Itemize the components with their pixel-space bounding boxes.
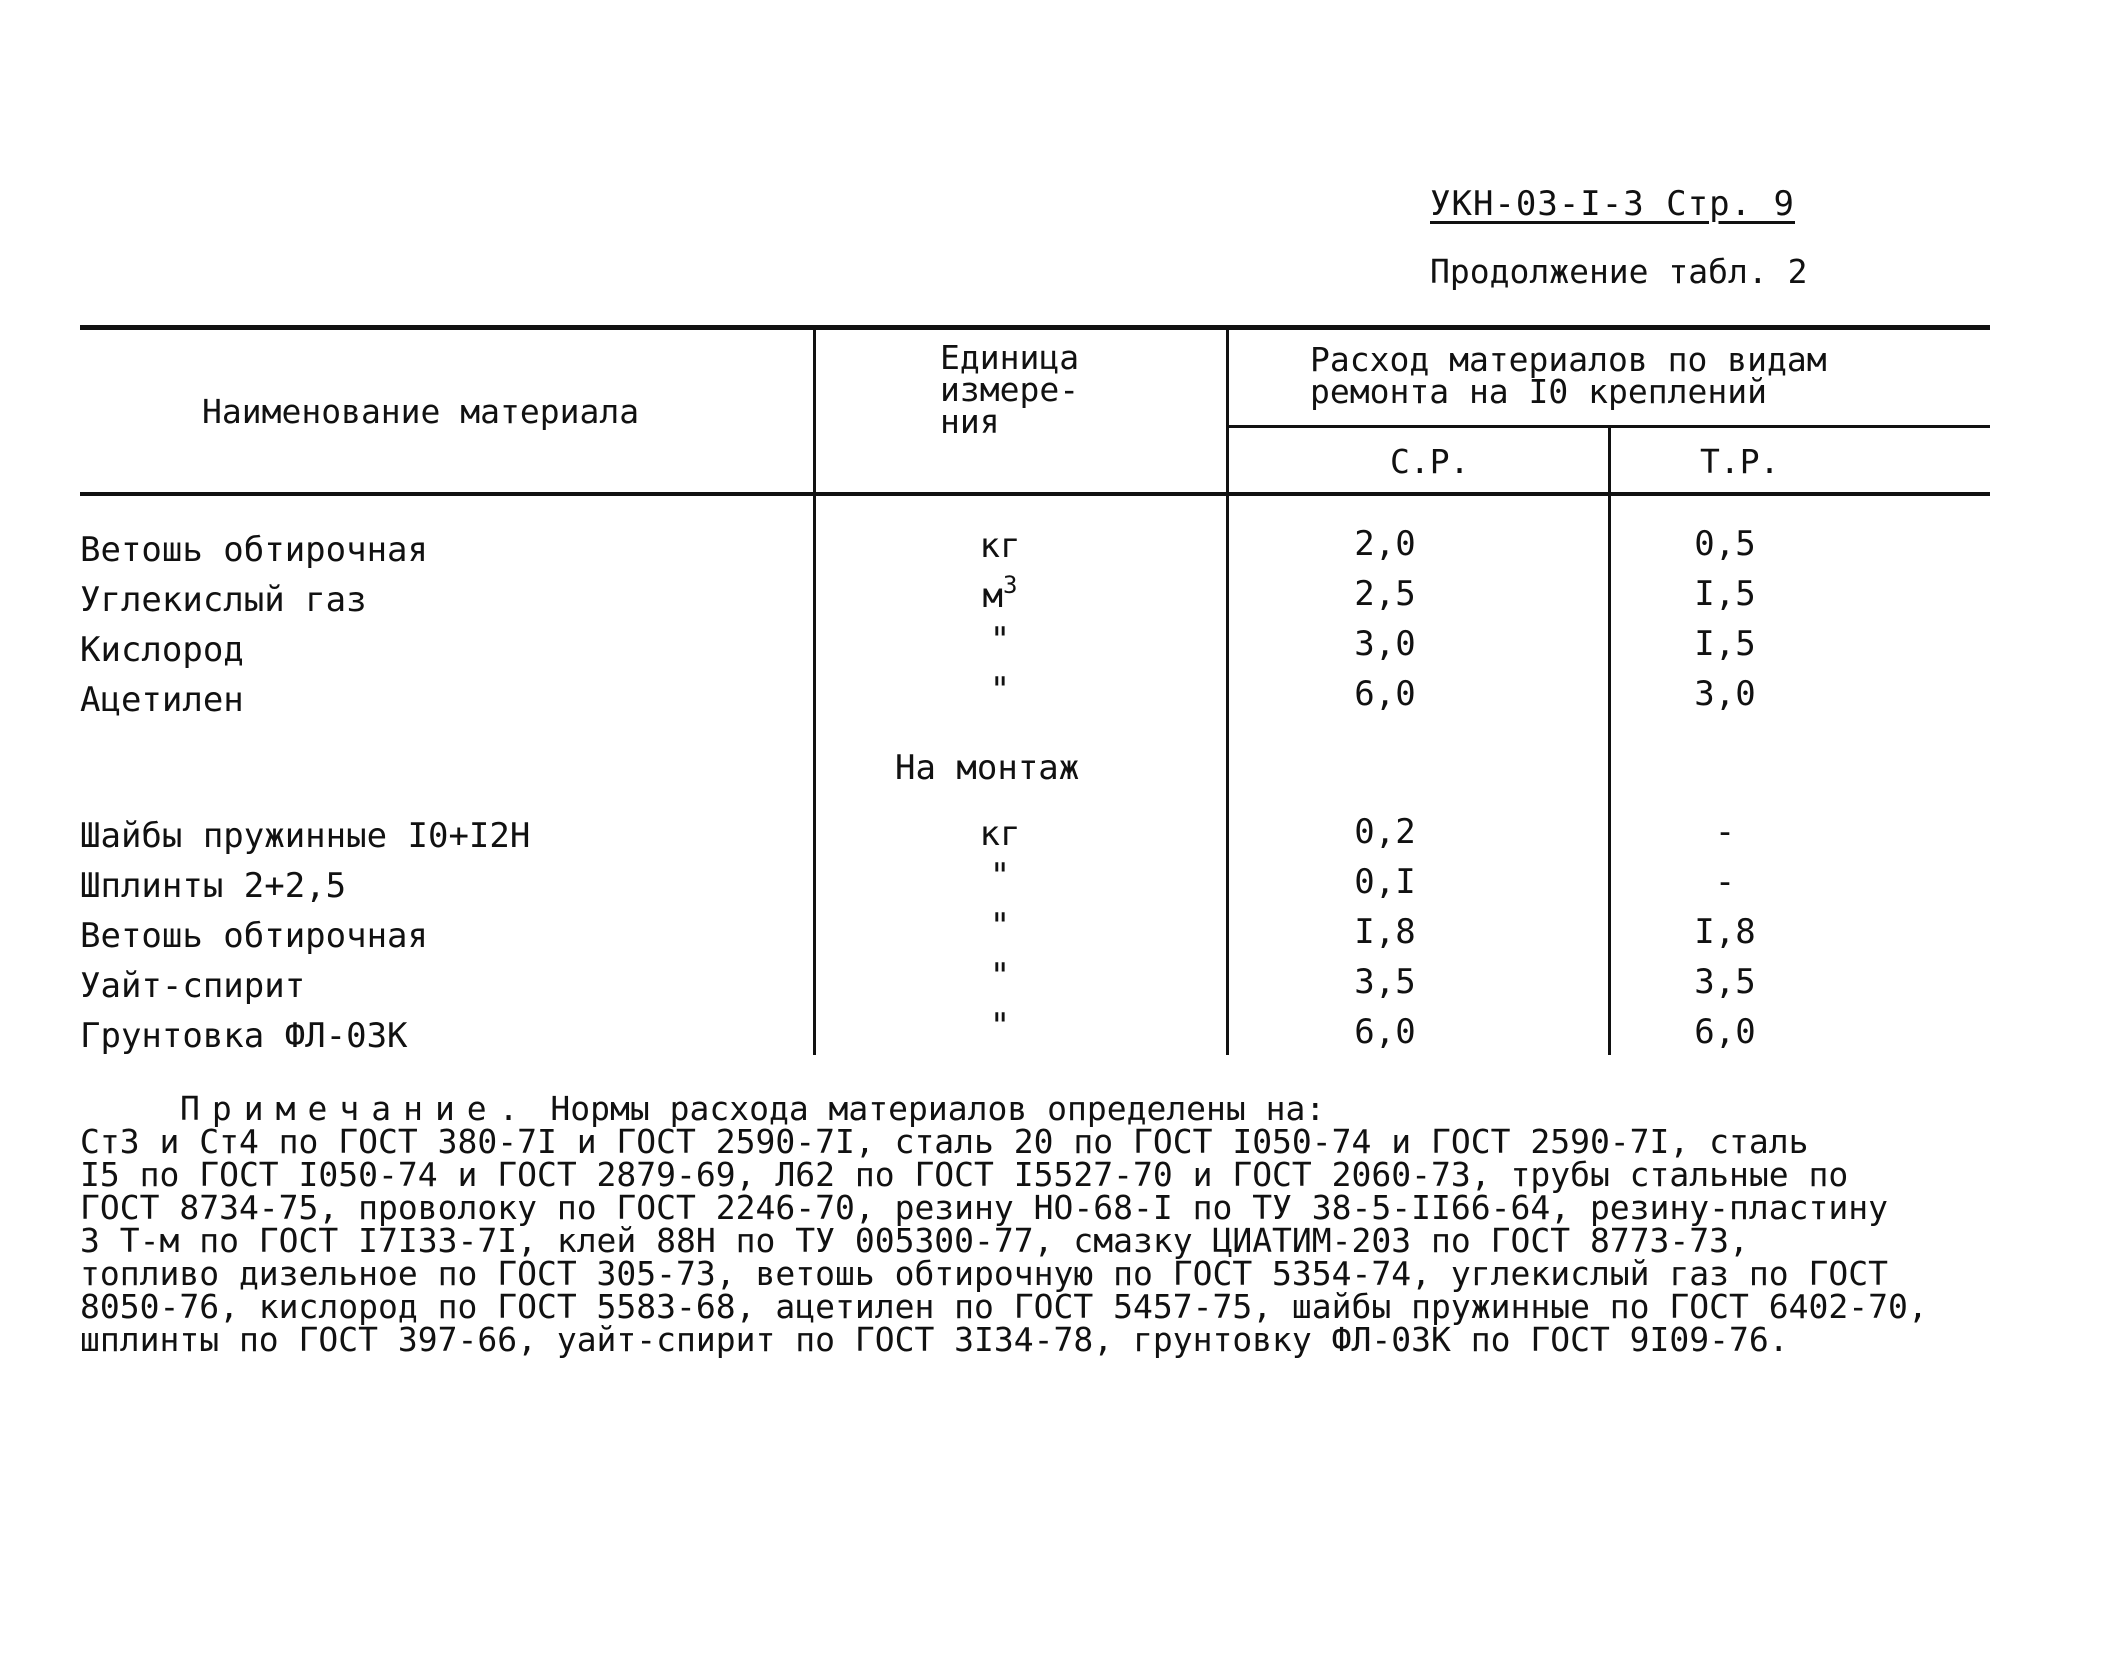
unit-cell: кг [979,526,1021,566]
header-material-name: Наименование материала [202,392,640,431]
table-top-rule [80,325,1990,330]
material-name: Уайт-спирит [80,966,306,1006]
note-line: топливо дизельное по ГОСТ 305-73, ветошь обтирочную по ГОСТ 5354-74, углекислый газ по ГОСТ [80,1254,1888,1293]
note-line: 8050-76, кислород по ГОСТ 5583-68, ацетилен по ГОСТ 5457-75, шайбы пружинные по ГОСТ 6402-70, [80,1287,1928,1326]
sr-value: 6,0 [1354,1012,1416,1052]
tr-value: 3,0 [1694,674,1756,714]
material-name: Кислород [80,630,244,670]
material-name: Шайбы пружинные I0+I2Н [80,816,531,856]
unit-cell: " [989,856,1011,896]
footnote [80,1089,1980,1359]
sr-value: 6,0 [1354,674,1416,714]
tr-value: 6,0 [1694,1012,1756,1052]
tr-value: 0,5 [1694,524,1756,564]
column-divider-1 [813,325,816,1055]
header-unit-line-3: ния [940,402,1000,441]
unit-cell: " [989,956,1011,996]
unit-cell [900,570,1100,616]
material-name: Углекислый газ [80,580,367,620]
tr-value: I,8 [1694,912,1756,952]
unit-superscript: 3 [1003,570,1018,599]
header-unit-line-2: измере- [940,370,1080,409]
tr-value: - [1714,862,1736,902]
note-heading: Примечание. [180,1089,531,1128]
column-divider-3 [1608,425,1611,1055]
header-consumption-line-1: Расход материалов по видам [1310,340,1827,379]
section-label-mounting: На монтаж [895,748,1080,788]
header-unit-line-1: Единица [940,338,1080,377]
note-line: ГОСТ 8734-75, проволоку по ГОСТ 2246-70, резину НО-68-I по ТУ 38-5-II66-64, резину-пластину [80,1188,1888,1227]
header-tr: Т.Р. [1700,442,1780,481]
material-name: Ацетилен [80,680,244,720]
header-unit [940,338,1080,441]
material-name: Грунтовка ФЛ-03К [80,1016,408,1056]
table-caption: Продолжение табл. 2 [1430,252,1808,291]
sr-value: 3,0 [1354,624,1416,664]
document-code: УКН-03-I-3 Стр. 9 [1430,184,1795,224]
sr-value: 2,0 [1354,524,1416,564]
unit-cell: кг [979,814,1021,854]
sr-value: 2,5 [1354,574,1416,614]
sr-value: 3,5 [1354,962,1416,1002]
header-bottom-rule [80,492,1990,496]
unit-cell: " [989,1006,1011,1046]
note-heading-line [80,1089,1980,1128]
sr-value: 0,2 [1354,812,1416,852]
note-line: шплинты по ГОСТ 397-66, уайт-спирит по ГОСТ 3I34-78, грунтовку ФЛ-03К по ГОСТ 9I09-76. [80,1320,1789,1359]
tr-value: - [1714,812,1736,852]
header-consumption [1310,340,1827,411]
unit-cell: " [989,906,1011,946]
material-name: Ветошь обтирочная [80,916,428,956]
material-name: Шплинты 2+2,5 [80,866,347,906]
unit-cell: " [989,620,1011,660]
header-sr: С.Р. [1390,442,1470,481]
note-line: Ст3 и Ст4 по ГОСТ 380-7I и ГОСТ 2590-7I, сталь 20 по ГОСТ I050-74 и ГОСТ 2590-7I, сталь [80,1122,1809,1161]
unit-cell: " [989,670,1011,710]
tr-value: 3,5 [1694,962,1756,1002]
note-lead: Нормы расхода материалов определены на: [530,1089,1326,1128]
sr-value: 0,I [1354,862,1416,902]
column-divider-2 [1226,325,1229,1055]
note-line: I5 по ГОСТ I050-74 и ГОСТ 2879-69, Л62 по ГОСТ I5527-70 и ГОСТ 2060-73, трубы стальные по [80,1155,1849,1194]
sr-value: I,8 [1354,912,1416,952]
unit-text: м [982,576,1004,616]
tr-value: I,5 [1694,624,1756,664]
header-consumption-line-2: ремонта на I0 креплений [1310,372,1767,411]
tr-value: I,5 [1694,574,1756,614]
material-name: Ветошь обтирочная [80,530,428,570]
note-line: 3 Т-м по ГОСТ I7I33-7I, клей 88Н по ТУ 005300-77, смазку ЦИАТИМ-203 по ГОСТ 8773-73, [80,1221,1749,1260]
